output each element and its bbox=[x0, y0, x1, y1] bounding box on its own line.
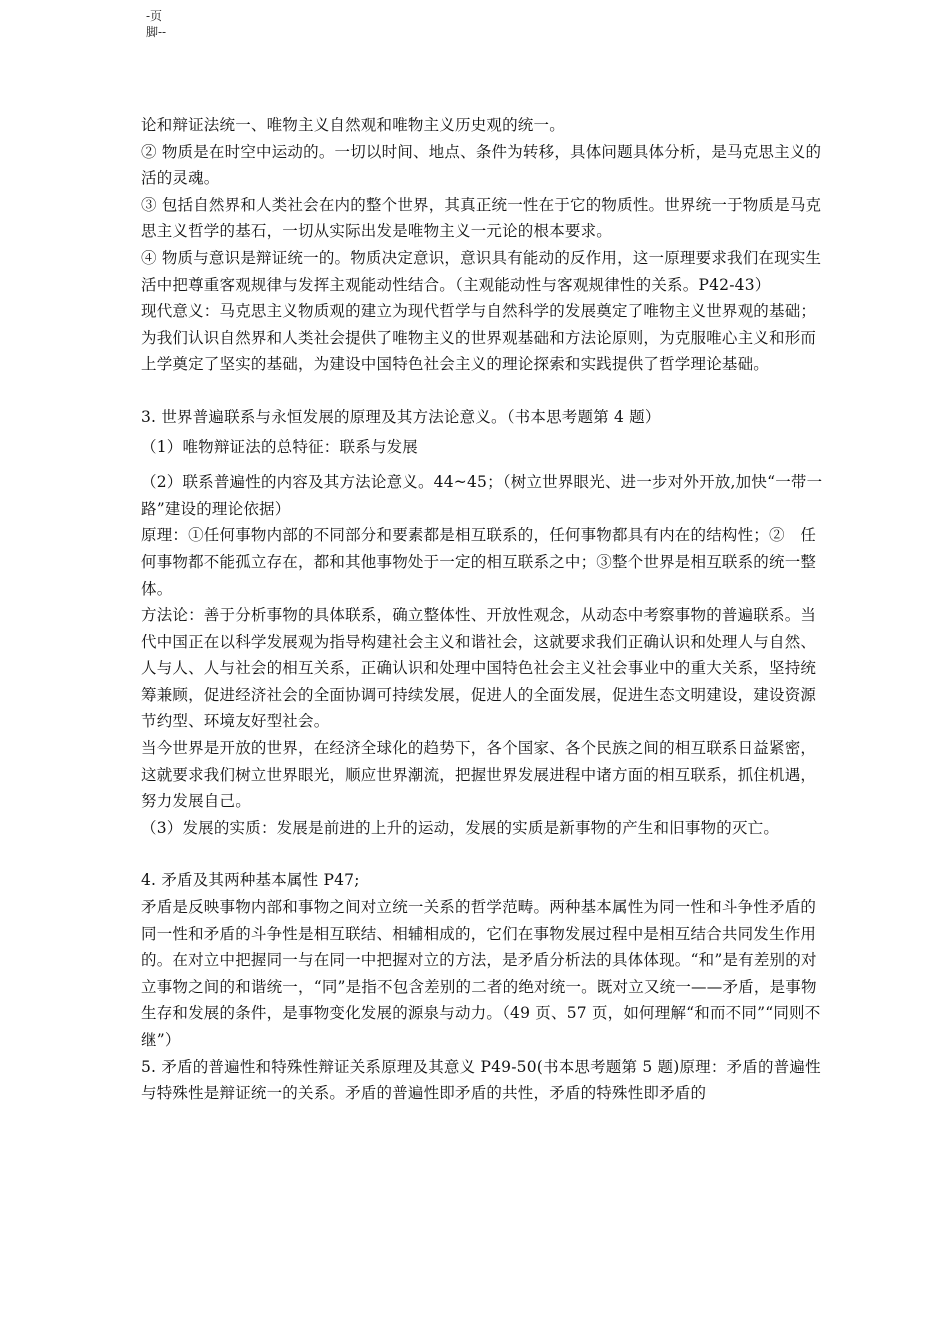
paragraph-methodology: 方法论：善于分析事物的具体联系，确立整体性、开放性观念，从动态中考察事物的普遍联系。当代中国正在以科学发展观为指导构建社会主义和谐社会，这就要求我们正确认识和处理人与自然、人与人、人与社会的相互关系，正确认识和处理中国特色社会主义社会事业中的重大关系，坚持统筹兼顾，促进经济社会的全面协调可持续发展，促进人的全面发展，促进生态文明建设，建设资源节约型、环境友好型社会。 bbox=[141, 606, 817, 731]
page-footer-label bbox=[146, 8, 166, 40]
paragraph-continuation: 论和辩证法统一、唯物主义自然观和唯物主义历史观的统一。 bbox=[141, 116, 565, 134]
paragraph-contradiction: 矛盾是反映事物内部和事物之间对立统一关系的哲学范畴。两种基本属性为同一性和斗争性矛盾的同一性和矛盾的斗争性是相互联结、相辅相成的，它们在事物发展过程中是相互结合共同发生作用的。在对立中把握同一与在同一中把握对立的方法，是矛盾分析法的具体体现。“和”是有差别的对立事物之间的和谐统一，“同”是指不包含差别的二者的绝对统一。既对立又统一——矛盾，是事物生存和发展的条件，是事物变化发展的源泉与动力。（49 页、57 页，如何理解“和而不同”“同则不继”） bbox=[141, 898, 821, 1049]
section-heading-3: 3. 世界普遍联系与永恒发展的原理及其方法论意义。（书本思考题第 4 题） bbox=[141, 407, 661, 426]
section-gap bbox=[141, 841, 831, 867]
paragraph-point-2: ② 物质是在时空中运动的。一切以时间、地点、条件为转移，具体问题具体分析，是马克思主义的活的灵魂。 bbox=[141, 142, 822, 188]
paragraph-open-world: 当今世界是开放的世界，在经济全球化的趋势下，各个国家、各个民族之间的相互联系日益紧密，这就要求我们树立世界眼光，顺应世界潮流，把握世界发展进程中诸方面的相互联系，抓住机遇，努力发展自己。 bbox=[141, 739, 817, 811]
paragraph-modern-significance: 现代意义：马克思主义物质观的建立为现代哲学与自然科学的发展奠定了唯物主义世界观的基础；为我们认识自然界和人类社会提供了唯物主义的世界观基础和方法论原则，为克服唯心主义和形而上学奠定了坚实的基础，为建设中国特色社会主义的理论探索和实践提供了哲学理论基础。 bbox=[141, 302, 817, 374]
subsection-2: （2）联系普遍性的内容及其方法论意义。44~45；（树立世界眼光、进一步对外开放,加快“一带一路”建设的理论依据） bbox=[141, 473, 823, 518]
section-heading-5: 5. 矛盾的普遍性和特殊性辩证关系原理及其意义 P49-50(书本思考题第 5 题)原理：矛盾的普遍性与特殊性是辩证统一的关系。矛盾的普遍性即矛盾的共性，矛盾的特殊性即矛盾的 bbox=[141, 1057, 821, 1103]
paragraph-point-4: ④ 物质与意识是辩证统一的。物质决定意识，意识具有能动的反作用，这一原理要求我们在现实生活中把尊重客观规律与发挥主观能动性结合。（主观能动性与客观规律性的关系。P42-43） bbox=[141, 248, 822, 294]
paragraph-point-3: ③ 包括自然界和人类社会在内的整个世界，其真正统一性在于它的物质性。世界统一于物质是马克思主义哲学的基石，一切从实际出发是唯物主义一元论的根本要求。 bbox=[141, 195, 822, 241]
document-body bbox=[141, 112, 831, 1107]
paragraph-principle: 原理：①任何事物内部的不同部分和要素都是相互联系的，任何事物都具有内在的结构性；② 任何事物都不能孤立存在，都和其他事物处于一定的相互联系之中；③整个世界是相互联系的统一整体。 bbox=[141, 526, 817, 598]
footer-line-1: -页 bbox=[146, 9, 163, 23]
footer-line-2: 脚-- bbox=[146, 25, 167, 39]
subsection-3: （3）发展的实质：发展是前进的上升的运动，发展的实质是新事物的产生和旧事物的灭亡。 bbox=[141, 818, 780, 837]
subsection-1: （1）唯物辩证法的总特征：联系与发展 bbox=[141, 437, 418, 456]
section-heading-4: 4. 矛盾及其两种基本属性 P47; bbox=[141, 871, 360, 890]
section-gap bbox=[141, 378, 831, 404]
